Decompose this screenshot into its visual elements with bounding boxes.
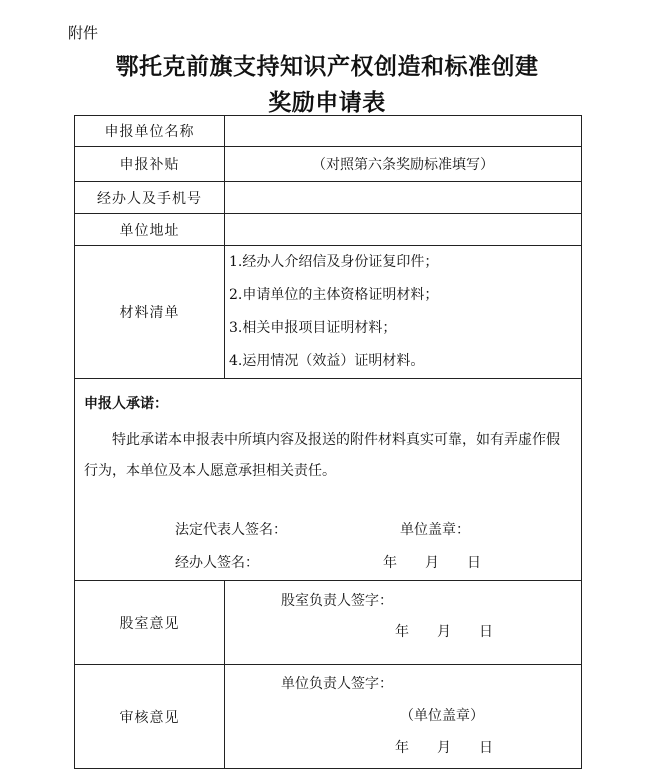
row-materials: [75, 246, 582, 379]
handler-sign-label: 经办人签名：: [175, 555, 259, 571]
attachment-label: 附件: [68, 24, 99, 42]
promise-date: 年 月 日: [383, 555, 481, 571]
row-address: [75, 214, 582, 246]
row-promise: [75, 379, 582, 581]
row-dept-opinion: [75, 581, 582, 665]
materials-item: 2.申请单位的主体资格证明材料；: [229, 287, 439, 303]
handler-field[interactable]: [225, 182, 582, 214]
application-form-table: [74, 115, 582, 769]
promise-body: 特此承诺本申报表中所填内容及报送的附件材料真实可靠，如有弄虚作假行为，本单位及本人愿意承担相关责任。: [84, 432, 560, 479]
row-subsidy: [75, 147, 582, 182]
dept-opinion-label: 股室意见: [75, 581, 225, 665]
review-opinion-cell: [225, 665, 582, 769]
subsidy-label: 申报补贴: [75, 147, 225, 182]
unit-name-label: 申报单位名称: [75, 116, 225, 147]
row-handler: [75, 182, 582, 214]
row-unit-name: [75, 116, 582, 147]
materials-list: [225, 246, 582, 379]
materials-item: 3.相关申报项目证明材料；: [229, 320, 397, 336]
unit-name-field[interactable]: [225, 116, 582, 147]
materials-item: 4.运用情况（效益）证明材料。: [229, 353, 425, 369]
dept-head-sign-label: 股室负责人签字：: [281, 593, 393, 609]
unit-head-sign-label: 单位负责人签字：: [281, 676, 393, 692]
legal-rep-sign-label: 法定代表人签名：: [175, 522, 287, 538]
dept-opinion-cell: [225, 581, 582, 665]
address-label: 单位地址: [75, 214, 225, 246]
materials-label: 材料清单: [75, 246, 225, 379]
dept-opinion-date: 年 月 日: [395, 624, 493, 640]
subsidy-field[interactable]: （对照第六条奖励标准填写）: [225, 147, 582, 182]
address-field[interactable]: [225, 214, 582, 246]
materials-item: 1.经办人介绍信及身份证复印件；: [229, 254, 439, 270]
review-opinion-label: 审核意见: [75, 665, 225, 769]
promise-cell: [75, 379, 582, 581]
unit-seal-label: 单位盖章：: [400, 522, 470, 538]
form-title-line1: 鄂托克前旗支持知识产权创造和标准创建: [115, 54, 539, 80]
handler-label: 经办人及手机号: [75, 182, 225, 214]
review-seal-label: （单位盖章）: [400, 708, 484, 724]
form-title-line2: 奖励申请表: [268, 90, 386, 116]
review-opinion-date: 年 月 日: [395, 740, 493, 756]
promise-title: 申报人承诺：: [84, 396, 168, 412]
row-review-opinion: [75, 665, 582, 769]
